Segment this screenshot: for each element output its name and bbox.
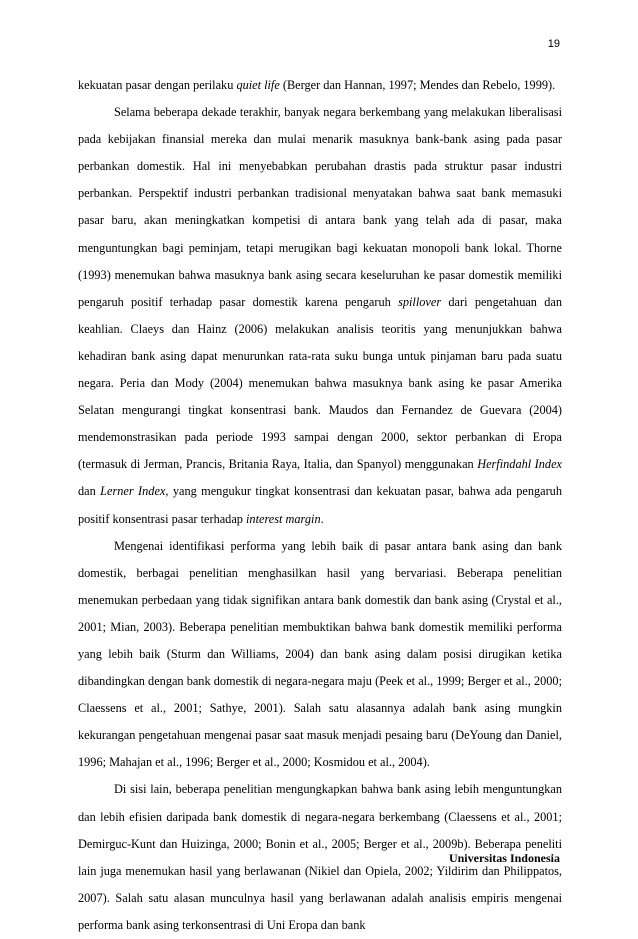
p2-text-a: Selama beberapa dekade terakhir, banyak negara berkembang yang melakukan liberalisasi pada kebijakan finansial mereka dan mulai menarik masuknya bank-bank asing pada pasar perbankan domestik. Hal ini menyebabkan perubahan drastis pada struktur pasar industri perbankan. Perspektif industri perbankan tradisional menyatakan bahwa saat bank memasuki pasar baru, akan meningkatkan kompetisi di antara bank yang telah ada di pasar, maka menguntungkan bagi peminjam, tetapi merugikan bagi kekuatan monopoli bank lokal. Thorne (1993) menemukan bahwa masuknya bank asing secara keseluruhan ke pasar domestik memiliki pengaruh positif terhadap pasar domestik karena pengaruh <box>78 105 562 309</box>
paragraph-3: Mengenai identifikasi performa yang lebih baik di pasar antara bank asing dan bank domestik, berbagai penelitian menghasilkan hasil yang bervariasi. Beberapa penelitian menemukan perbedaan yang tidak signifikan antara bank domestik dan bank asing (Crystal et al., 2001; Mian, 2003). Beberapa penelitian membuktikan bahwa bank domestik memiliki performa yang lebih baik (Sturm dan Williams, 2004) dan bank asing dalam posisi dirugikan ketika dibandingkan dengan bank domestik di negara-negara maju (Peek et al., 1999; Berger et al., 2000; Claessens et al., 2001; Sathye, 2001). Salah satu alasannya adalah bank asing mungkin kekurangan pengetahuan mengenai pasar saat masuk menjadi pesaing baru (DeYoung dan Daniel, 1996; Mahajan et al., 1996; Berger et al., 2000; Kosmidou et al., 2004). <box>78 538 562 770</box>
footer-institution: Universitas Indonesia <box>448 851 560 865</box>
p2-italic-lerner: Lerner Index <box>100 484 166 499</box>
paragraph-2 <box>78 99 562 533</box>
p1-text-c: (Berger dan Hannan, 1997; Mendes dan Rebelo, 1999). <box>279 78 556 92</box>
p2-text-c: dari pengetahuan dan keahlian. Claeys dan Hainz (2006) melakukan analisis teoritis yang menunjukkan bahwa kehadiran bank asing dapat menurunkan rata-rata suku bunga untuk pinjaman baru pada suatu negara. Peria dan Mody (2004) menemukan bahwa masuknya bank asing ke pasar Amerika Selatan mengurangi tingkat konsentrasi bank. Maudos dan Fernandez de Guevara (2004) mendemonstrasikan pada periode 1993 sampai dengan 2000, sektor perbankan di Eropa (termasuk di Jerman, Prancis, Britania Raya, Italia, dan Spanyol) menggunakan <box>78 294 562 472</box>
paragraph-4: Di sisi lain, beberapa penelitian mengungkapkan bahwa bank asing lebih menguntungkan dan lebih efisien daripada bank domestik di negara-negara berkembang (Claessens et al., 2001; Demirguc-Kunt dan Huizinga, 2000; Bonin et al., 2005; Berger et al., 2009b). Beberapa peneliti lain juga menemukan hasil yang berlawanan (Nikiel dan Opiela, 2002; Yildirim dan Philippatos, 2007). Salah satu alasan munculnya hasil yang berlawanan adalah analisis empiris mengenai performa bank asing terkonsentrasi di Uni Eropa dan bank <box>78 782 562 932</box>
p2-text-i: . <box>320 511 324 526</box>
paragraph-1 <box>78 72 562 99</box>
page-number: 19 <box>547 38 560 50</box>
body-text <box>78 72 562 939</box>
p2-italic-spillover: spillover <box>398 294 442 309</box>
p2-text-g: , yang mengukur tingkat konsentrasi dan kekuatan pasar, bahwa ada pengaruh positif konsentrasi pasar terhadap <box>78 484 562 526</box>
p2-italic-interest-margin: interest margin <box>246 511 321 526</box>
p2-text-e: dan <box>78 484 101 499</box>
p1-italic-quiet-life: quiet life <box>236 78 280 92</box>
p1-text-a: kekuatan pasar dengan perilaku <box>78 78 237 92</box>
p2-italic-herfindahl: Herfindahl Index <box>477 457 562 472</box>
